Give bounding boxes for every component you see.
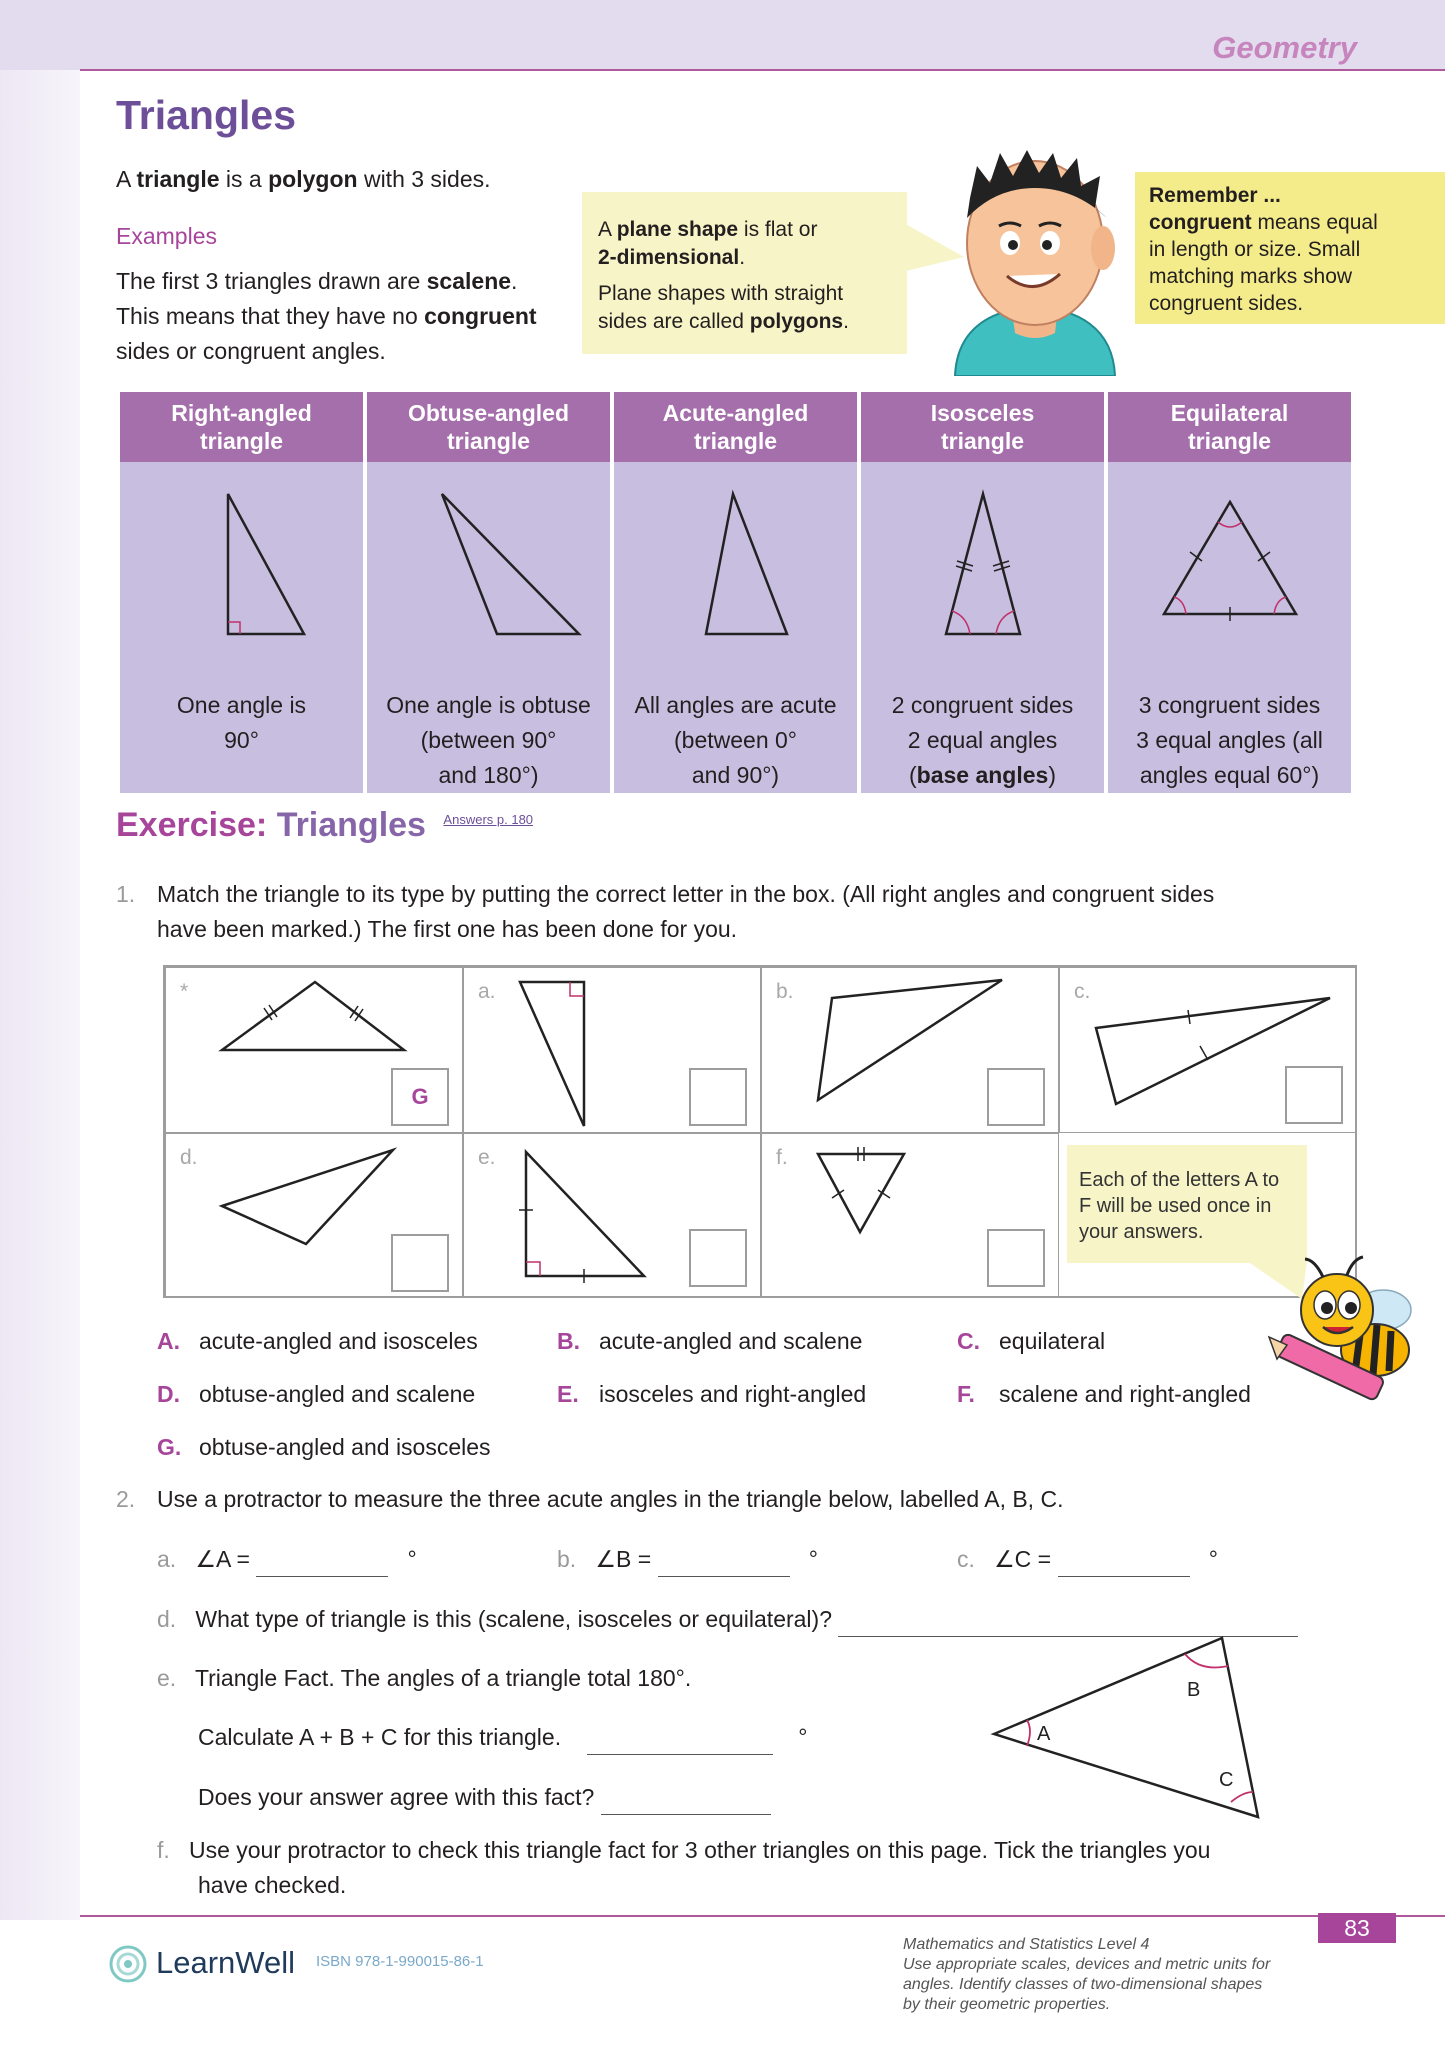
table-header: Acute-angled triangle (614, 392, 857, 462)
q2e-agree-row: Does your answer agree with this fact? (198, 1780, 771, 1815)
table-cell: One angle is 90° (120, 462, 363, 793)
angle-label-a: A (1037, 1723, 1051, 1745)
page-number: 83 (1318, 1913, 1396, 1943)
exercise-heading: Exercise: Triangles $^{Answers p. 180}$ (116, 806, 534, 844)
cell-marker: d. (180, 1146, 198, 1169)
angle-label-b: B (1187, 1679, 1201, 1701)
table-header: Isosceles triangle (861, 392, 1104, 462)
section-title: Geometry (1212, 30, 1357, 65)
acute-angled-triangle-diagram (636, 482, 836, 652)
answer-box-c[interactable] (1285, 1066, 1343, 1124)
q1-cell-f (761, 1133, 1059, 1298)
cell-marker: f. (776, 1146, 788, 1169)
agree-input[interactable] (601, 1790, 771, 1815)
cell-marker: c. (1074, 980, 1091, 1003)
angle-b-input[interactable] (658, 1552, 790, 1577)
q2f-row: f. Use your protractor to check this triangle fact for 3 other triangles on this page. Tick the triangles you have checked. (157, 1837, 1211, 1898)
left-margin-band (0, 70, 80, 1920)
q2-triangle-abc (985, 1630, 1270, 1825)
speech-bubble: A plane shape is flat or 2-dimensional. Plane shapes with straight sides are called polygons. (582, 192, 907, 354)
hint-note: Each of the letters A to F will be used once in your answers. (1067, 1145, 1307, 1263)
page-title: Triangles (116, 92, 297, 138)
angle-sum-input[interactable] (587, 1730, 773, 1755)
footer-rule (80, 1915, 1445, 1917)
brand-name: LearnWell (156, 1945, 296, 1980)
triangle-types-table (116, 392, 1355, 793)
learnwell-logo-icon (108, 1944, 148, 1984)
cell-marker: b. (776, 980, 794, 1003)
intro-definition: A triangle is a polygon with 3 sides. (116, 166, 491, 192)
angle-label-c: C (1219, 1769, 1234, 1791)
option-d: D. obtuse-angled and scalene (157, 1381, 476, 1407)
q2a-row: a. ∠A = ° (157, 1542, 417, 1577)
table-cell: One angle is obtuse (between 90° and 180°) (367, 462, 610, 793)
isbn: ISBN 978-1-990015-86-1 (316, 1953, 484, 1970)
q2d-row: d. What type of triangle is this (scalene, isosceles or equilateral)? (157, 1602, 1298, 1637)
q2e-calc-row: Calculate A + B + C for this triangle. ° (198, 1720, 807, 1755)
boy-character-illustration (935, 148, 1130, 376)
option-f: F. scalene and right-angled (957, 1381, 1251, 1407)
answer-box-e[interactable] (689, 1229, 747, 1287)
cell-marker: e. (478, 1146, 496, 1169)
answer-box-example: G (391, 1068, 449, 1126)
table-cell: All angles are acute (between 0° and 90°) (614, 462, 857, 793)
option-a: A. acute-angled and isosceles (157, 1328, 478, 1354)
right-angled-triangle-diagram (142, 482, 342, 652)
answer-box-a[interactable] (689, 1068, 747, 1126)
q1-cell-c (1059, 967, 1357, 1133)
angle-c-input[interactable] (1058, 1552, 1190, 1577)
examples-heading: Examples (116, 223, 217, 249)
remember-note: Remember ... congruent means equal in length or size. Small matching marks show congruent sides. (1135, 172, 1445, 324)
q1-cell-example (165, 967, 463, 1133)
q2b-row: b. ∠B = ° (557, 1542, 818, 1577)
answer-box-b[interactable] (987, 1068, 1045, 1126)
bee-mascot-illustration (1265, 1255, 1430, 1415)
option-g: G. obtuse-angled and isosceles (157, 1434, 491, 1460)
cell-marker: * (180, 980, 189, 1003)
q1-number: 1. (116, 881, 136, 907)
table-cell: 3 congruent sides 3 equal angles (all angles equal 60°) (1108, 462, 1351, 793)
q1-cell-b (761, 967, 1059, 1133)
q2-number: 2. (116, 1486, 136, 1512)
cell-marker: a. (478, 980, 496, 1003)
table-header: Obtuse-angled triangle (367, 392, 610, 462)
obtuse-angled-triangle-diagram (389, 482, 589, 652)
table-cell: 2 congruent sides 2 equal angles (base angles) (861, 462, 1104, 793)
angle-a-input[interactable] (256, 1552, 388, 1577)
isosceles-triangle-diagram (883, 482, 1083, 652)
q2e-row: e. Triangle Fact. The angles of a triangle total 180°. (157, 1665, 692, 1691)
table-header: Right-angled triangle (120, 392, 363, 462)
q2c-row: c. ∠C = ° (957, 1542, 1218, 1577)
answers-link[interactable]: Answers p. 180 (443, 811, 534, 827)
header-rule (80, 69, 1445, 71)
q1-instructions: Match the triangle to its type by putting the correct letter in the box. (All right angles and congruent sides have been marked.) The first one has been done for you. (157, 881, 1215, 942)
equilateral-triangle-diagram (1130, 482, 1330, 652)
answer-box-d[interactable] (391, 1234, 449, 1292)
curriculum-description: Mathematics and Statistics Level 4 Use appropriate scales, devices and metric units for angles. Identify classes of two-dimensional shapes by their geometric properties. (903, 1936, 1271, 2013)
answer-box-f[interactable] (987, 1229, 1045, 1287)
q1-cell-d (165, 1133, 463, 1298)
q1-cell-e (463, 1133, 761, 1298)
option-e: E. isosceles and right-angled (557, 1381, 867, 1407)
option-c: C. equilateral (957, 1328, 1106, 1354)
table-header: Equilateral triangle (1108, 392, 1351, 462)
q2-instructions: Use a protractor to measure the three acute angles in the triangle below, labelled A, B, C. (157, 1486, 1064, 1512)
option-b: B. acute-angled and scalene (557, 1328, 863, 1354)
q1-cell-a (463, 967, 761, 1133)
intro-paragraph: The first 3 triangles drawn are scalene. This means that they have no congruent sides or congruent angles. (116, 268, 537, 364)
